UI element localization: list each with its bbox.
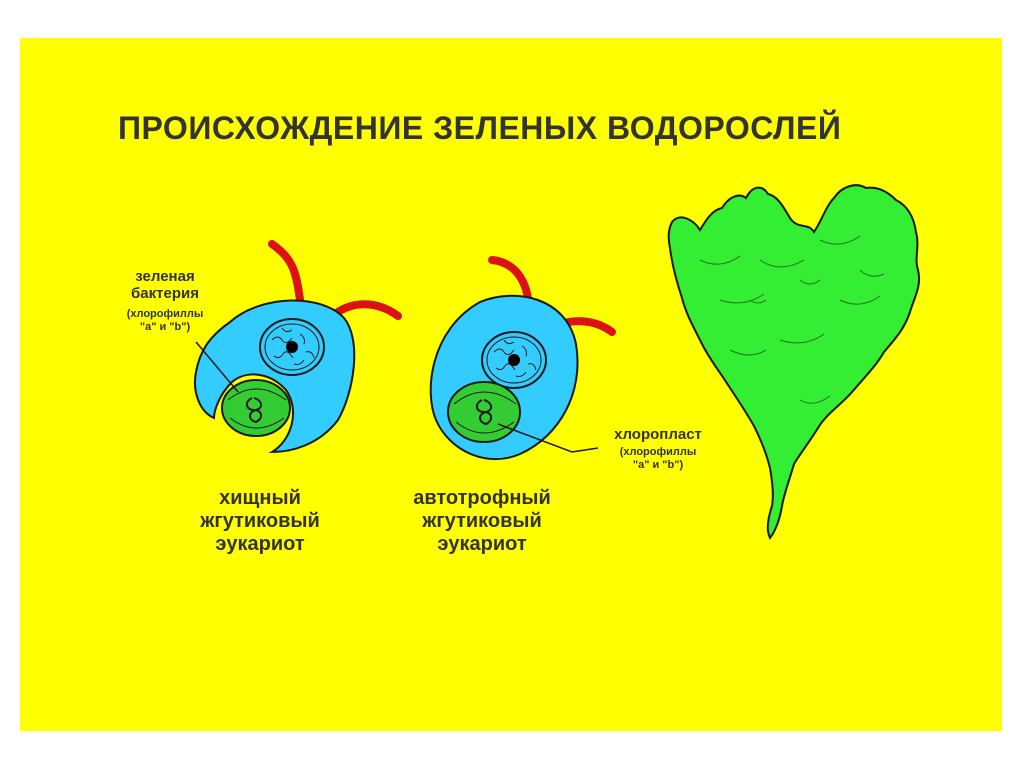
green-alga bbox=[669, 185, 919, 538]
caption-line: эукариот bbox=[437, 533, 527, 555]
chloroplast-label: хлоропласт bbox=[614, 426, 702, 443]
caption-line: эукариот bbox=[215, 533, 305, 555]
note-line: (хлорофиллы bbox=[126, 308, 204, 320]
nucleus bbox=[260, 319, 324, 375]
note-line: (хлорофиллы bbox=[619, 446, 697, 458]
chloroplast bbox=[448, 382, 520, 442]
flagellum-1 bbox=[272, 244, 300, 300]
caption-line: хищный bbox=[219, 487, 301, 509]
nucleus bbox=[482, 332, 546, 388]
caption-line: автотрофный bbox=[413, 487, 551, 509]
label-line: зеленая bbox=[135, 268, 195, 285]
autotrophic-cell bbox=[431, 260, 612, 459]
flagellum-1 bbox=[492, 260, 528, 298]
autotrophic-caption bbox=[392, 487, 572, 556]
engulfed-green-bacterium bbox=[222, 380, 290, 436]
page-title: ПРОИСХОЖДЕНИЕ ЗЕЛЕНЫХ ВОДОРОСЛЕЙ bbox=[118, 110, 842, 146]
caption-line: жгутиковый bbox=[200, 510, 320, 532]
green-bacterium-label bbox=[110, 268, 220, 303]
note-line: "a" и "b") bbox=[632, 458, 684, 471]
caption-line: жгутиковый bbox=[422, 510, 542, 532]
note-line: "a" и "b") bbox=[139, 320, 191, 333]
predatory-caption bbox=[180, 487, 340, 556]
green-bacterium-note bbox=[110, 308, 220, 333]
chloroplast-note bbox=[598, 446, 718, 471]
predatory-cell bbox=[195, 244, 398, 452]
label-line: бактерия bbox=[131, 285, 199, 303]
